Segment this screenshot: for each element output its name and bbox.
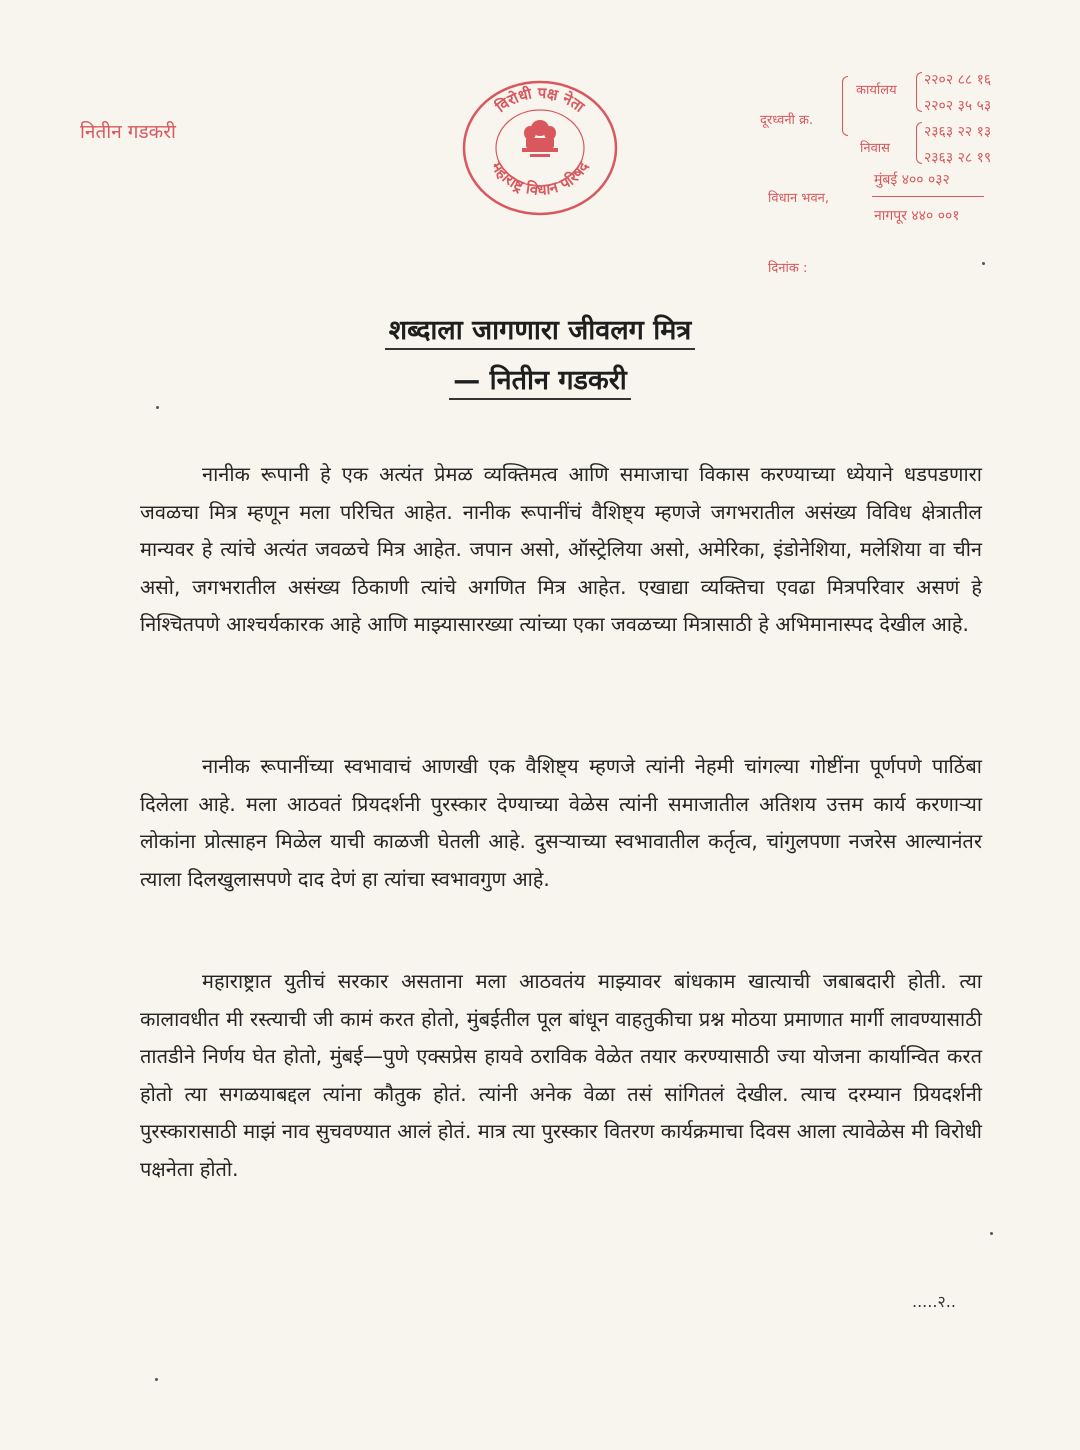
address-mumbai: मुंबई ४०० ०३२ — [874, 172, 950, 188]
paper-speck — [155, 1378, 158, 1381]
residence-label: निवास — [860, 141, 890, 156]
office-label: कार्यालय — [856, 83, 897, 98]
page-continuation: .....२.. — [912, 1292, 956, 1311]
residence-number-1: २३६३ २२ १३ — [924, 124, 992, 140]
national-emblem-icon — [522, 120, 558, 157]
residence-number-2: २३६३ २८ १९ — [924, 150, 992, 166]
office-brace — [916, 72, 922, 112]
paper-speck — [990, 1232, 993, 1235]
body-paragraph-2: नानीक रूपानींच्या स्वभावाचं आणखी एक वैशिष्ट्य म्हणजे त्यांनी नेहमी चांगल्या गोष्टींना पूर्णपणे पाठिंबा दिलेला आहे. मला आठवतं प्रियदर्शनी पुरस्कार देण्याच्या वेळेस त्यांनी समाजातील अतिशय उत्तम कार्य करणाऱ्या लोकांना प्रोत्साहन मिळेल याची काळजी घेतली आहे. दुसऱ्याच्या स्वभावातील कर्तृत्व, चांगुलपणा नजरेस आल्यानंतर त्याला दिलखुलासपणे दाद देणं हा त्यांचा स्वभावगुण आहे. — [140, 754, 982, 891]
paper-speck — [982, 262, 985, 265]
body-paragraph-1: नानीक रूपानी हे एक अत्यंत प्रेमळ व्यक्तिमत्व आणि समाजाचा विकास करण्याच्या ध्येयाने धडपडणारा जवळचा मित्र म्हणून मला परिचित आहेत. नानीक रूपानींचं वैशिष्ट्य म्हणजे जगभरातील असंख्य विविध क्षेत्रातील मान्यवर हे त्यांचे अत्यंत जवळचे मित्र आहेत. जपान असो, ऑस्ट्रेलिया असो, अमेरिका, इंडोनेशिया, मलेशिया वा चीन असो, जगभरातील असंख्य ठिकाणी त्यांचे अगणित मित्र आहेत. एखाद्या व्यक्तिचा एवढा मित्रपरिवार असणं हे निश्चितपणे आश्चर्यकारक आहे आणि माझ्यासारख्या त्यांच्या एका जवळच्या मित्रासाठी हे अभिमानास्पद देखील आहे. — [140, 462, 982, 636]
svg-text:महाराष्ट्र विधान परिषद — [487, 158, 593, 199]
date-label: दिनांक : — [768, 261, 808, 276]
body-paragraph-3: महाराष्ट्रात युतीचं सरकार असताना मला आठवतंय माझ्यावर बांधकाम खात्याची जबाबदारी होती. त्या कालावधीत मी रस्त्याची जी कामं करत होतो, मुंबईतील पूल बांधून वाहतुकीचा प्रश्न मोठया प्रमाणात मार्गी लावण्यासाठी तातडीने निर्णय घेत होतो, मुंबई—पुणे एक्सप्रेस हायवे ठराविक वेळेत तयार करण्यासाठी ज्या योजना कार्यान्वित करत होतो त्या सगळयाबद्दल त्यांना कौतुक होतं. त्यांनी अनेक वेळा तसं सांगितलं देखील. त्याच दरम्यान प्रियदर्शनी पुरस्कारासाठी माझं नाव सुचवण्यात आलं होतं. मात्र त्या पुरस्कार वितरण कार्यक्रमाचा दिवस आला त्यावेळेस मी विरोधी पक्षनेता होतो. — [140, 969, 982, 1181]
residence-brace — [916, 122, 922, 164]
address-nagpur: नागपूर ४४० ००१ — [874, 208, 960, 224]
address-label: विधान भवन, — [768, 191, 830, 206]
sender-name: नितीन गडकरी — [80, 121, 176, 143]
heading-line-1: शब्दाला जागणारा जीवलग मित्र — [0, 310, 1080, 347]
heading-line-2: — नितीन गडकरी — [0, 360, 1080, 397]
office-number-2: २२०२ ३५ ५३ — [924, 98, 992, 114]
seal-top-text: विरोधी पक्ष नेता — [492, 83, 588, 116]
office-number-1: २२०२ ८८ १६ — [924, 72, 992, 88]
phone-label: दूरध्वनी क्र. — [760, 113, 814, 128]
phone-brace — [842, 76, 848, 136]
official-seal — [460, 78, 620, 218]
seal-bottom-text: महाराष्ट्र विधान परिषद — [487, 158, 593, 199]
address-divider — [872, 196, 984, 197]
paper-speck — [156, 406, 159, 409]
